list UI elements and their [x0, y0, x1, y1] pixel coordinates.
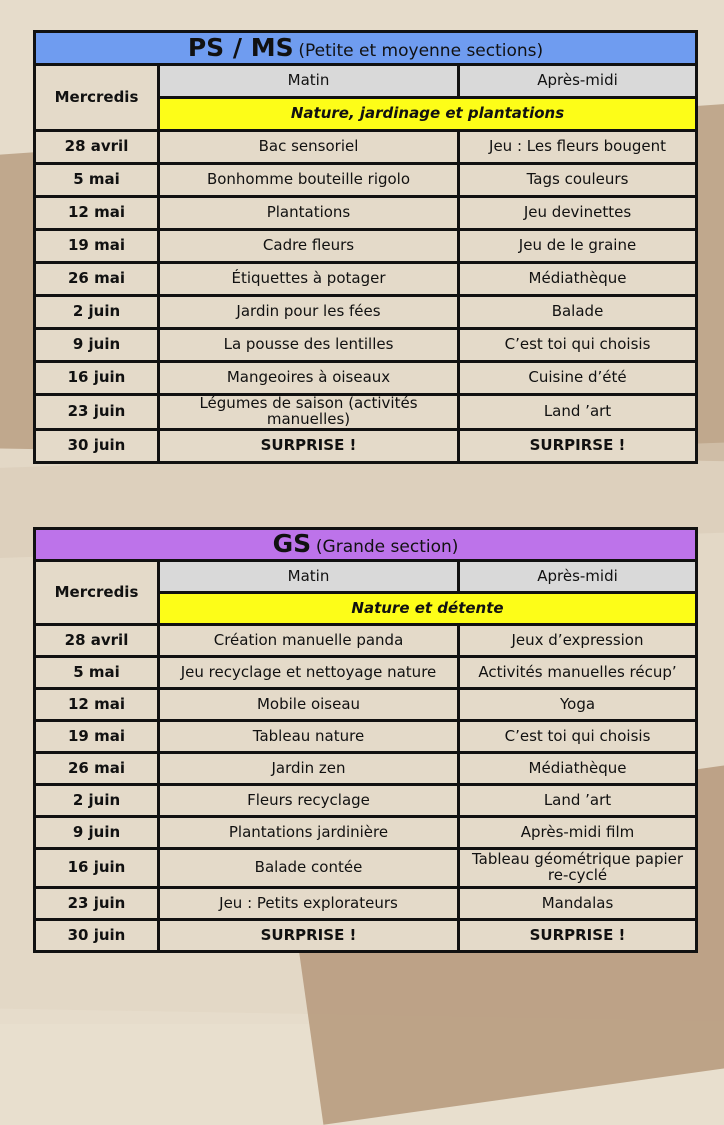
- table-row: [35, 429, 697, 462]
- date-cell: 28 avril: [35, 131, 159, 164]
- afternoon-activity: Activités manuelles récup’: [459, 657, 697, 689]
- afternoon-activity: Balade: [459, 296, 697, 329]
- table-row: [35, 625, 697, 657]
- table-row: [35, 920, 697, 952]
- ps-ms-subtitle: (Petite et moyenne sections): [298, 40, 544, 61]
- date-cell: 9 juin: [35, 817, 159, 849]
- table-row: [35, 329, 697, 362]
- morning-activity: Jardin pour les fées: [159, 296, 459, 329]
- afternoon-activity: Cuisine d’été: [459, 362, 697, 395]
- gs-day-label: Mercredis: [35, 561, 159, 625]
- afternoon-activity: C’est toi qui choisis: [459, 329, 697, 362]
- table-row: [35, 197, 697, 230]
- date-cell: 26 mai: [35, 753, 159, 785]
- date-cell: 16 juin: [35, 849, 159, 888]
- ps-ms-afternoon-header: Après-midi: [459, 65, 697, 98]
- afternoon-activity: SURPRISE !: [459, 920, 697, 952]
- morning-activity: Création manuelle panda: [159, 625, 459, 657]
- table-row: [35, 721, 697, 753]
- date-cell: 30 juin: [35, 920, 159, 952]
- date-cell: 16 juin: [35, 362, 159, 395]
- table-row: [35, 849, 697, 888]
- morning-activity: Jeu : Petits explorateurs: [159, 888, 459, 920]
- gs-theme: Nature et détente: [159, 593, 697, 625]
- ps-ms-title: PS / MS: [187, 32, 294, 62]
- morning-activity: Mobile oiseau: [159, 689, 459, 721]
- morning-activity: Fleurs recyclage: [159, 785, 459, 817]
- date-cell: 19 mai: [35, 230, 159, 263]
- afternoon-activity: Tags couleurs: [459, 164, 697, 197]
- afternoon-activity: Jeu de le graine: [459, 230, 697, 263]
- gs-schedule-table: [33, 527, 698, 953]
- table-row: [35, 817, 697, 849]
- date-cell: 12 mai: [35, 689, 159, 721]
- date-cell: 30 juin: [35, 429, 159, 462]
- date-cell: 26 mai: [35, 263, 159, 296]
- afternoon-activity: SURPIRSE !: [459, 429, 697, 462]
- table-row: [35, 395, 697, 430]
- afternoon-activity: Médiathèque: [459, 753, 697, 785]
- date-cell: 9 juin: [35, 329, 159, 362]
- morning-activity: SURPRISE !: [159, 920, 459, 952]
- morning-activity: La pousse des lentilles: [159, 329, 459, 362]
- table-row: [35, 296, 697, 329]
- table-row: [35, 785, 697, 817]
- table-row: [35, 753, 697, 785]
- afternoon-activity: Médiathèque: [459, 263, 697, 296]
- table-row: [35, 230, 697, 263]
- morning-activity: Plantations: [159, 197, 459, 230]
- date-cell: 5 mai: [35, 657, 159, 689]
- afternoon-activity: Jeux d’expression: [459, 625, 697, 657]
- table-row: [35, 888, 697, 920]
- morning-activity: Jeu recyclage et nettoyage nature: [159, 657, 459, 689]
- afternoon-activity: Jeu devinettes: [459, 197, 697, 230]
- afternoon-activity: Yoga: [459, 689, 697, 721]
- ps-ms-title-bar: [35, 32, 697, 65]
- morning-activity: Bac sensoriel: [159, 131, 459, 164]
- date-cell: 28 avril: [35, 625, 159, 657]
- date-cell: 19 mai: [35, 721, 159, 753]
- table-row: [35, 362, 697, 395]
- afternoon-activity: Après-midi film: [459, 817, 697, 849]
- morning-activity: SURPRISE !: [159, 429, 459, 462]
- afternoon-activity: Land ’art: [459, 395, 697, 430]
- date-cell: 2 juin: [35, 785, 159, 817]
- table-row: [35, 263, 697, 296]
- afternoon-activity: Mandalas: [459, 888, 697, 920]
- morning-activity: Balade contée: [159, 849, 459, 888]
- date-cell: 5 mai: [35, 164, 159, 197]
- morning-activity: Légumes de saison (activités manuelles): [159, 395, 459, 430]
- morning-activity: Plantations jardinière: [159, 817, 459, 849]
- morning-activity: Cadre fleurs: [159, 230, 459, 263]
- morning-activity: Bonhomme bouteille rigolo: [159, 164, 459, 197]
- date-cell: 2 juin: [35, 296, 159, 329]
- date-cell: 23 juin: [35, 395, 159, 430]
- gs-afternoon-header: Après-midi: [459, 561, 697, 593]
- afternoon-activity: C’est toi qui choisis: [459, 721, 697, 753]
- table-row: [35, 131, 697, 164]
- gs-title-bar: [35, 529, 697, 561]
- table-row: [35, 689, 697, 721]
- morning-activity: Tableau nature: [159, 721, 459, 753]
- ps-ms-theme: Nature, jardinage et plantations: [159, 98, 697, 131]
- afternoon-activity: Land ’art: [459, 785, 697, 817]
- ps-ms-day-label: Mercredis: [35, 65, 159, 131]
- morning-activity: Étiquettes à potager: [159, 263, 459, 296]
- gs-title: GS: [272, 529, 312, 559]
- ps-ms-schedule-table: [33, 30, 698, 464]
- gs-subtitle: (Grande section): [315, 537, 459, 558]
- afternoon-activity: Jeu : Les fleurs bougent: [459, 131, 697, 164]
- ps-ms-morning-header: Matin: [159, 65, 459, 98]
- table-row: [35, 164, 697, 197]
- table-row: [35, 657, 697, 689]
- date-cell: 12 mai: [35, 197, 159, 230]
- gs-morning-header: Matin: [159, 561, 459, 593]
- date-cell: 23 juin: [35, 888, 159, 920]
- afternoon-activity: Tableau géométrique papier re-cyclé: [459, 849, 697, 888]
- morning-activity: Mangeoires à oiseaux: [159, 362, 459, 395]
- morning-activity: Jardin zen: [159, 753, 459, 785]
